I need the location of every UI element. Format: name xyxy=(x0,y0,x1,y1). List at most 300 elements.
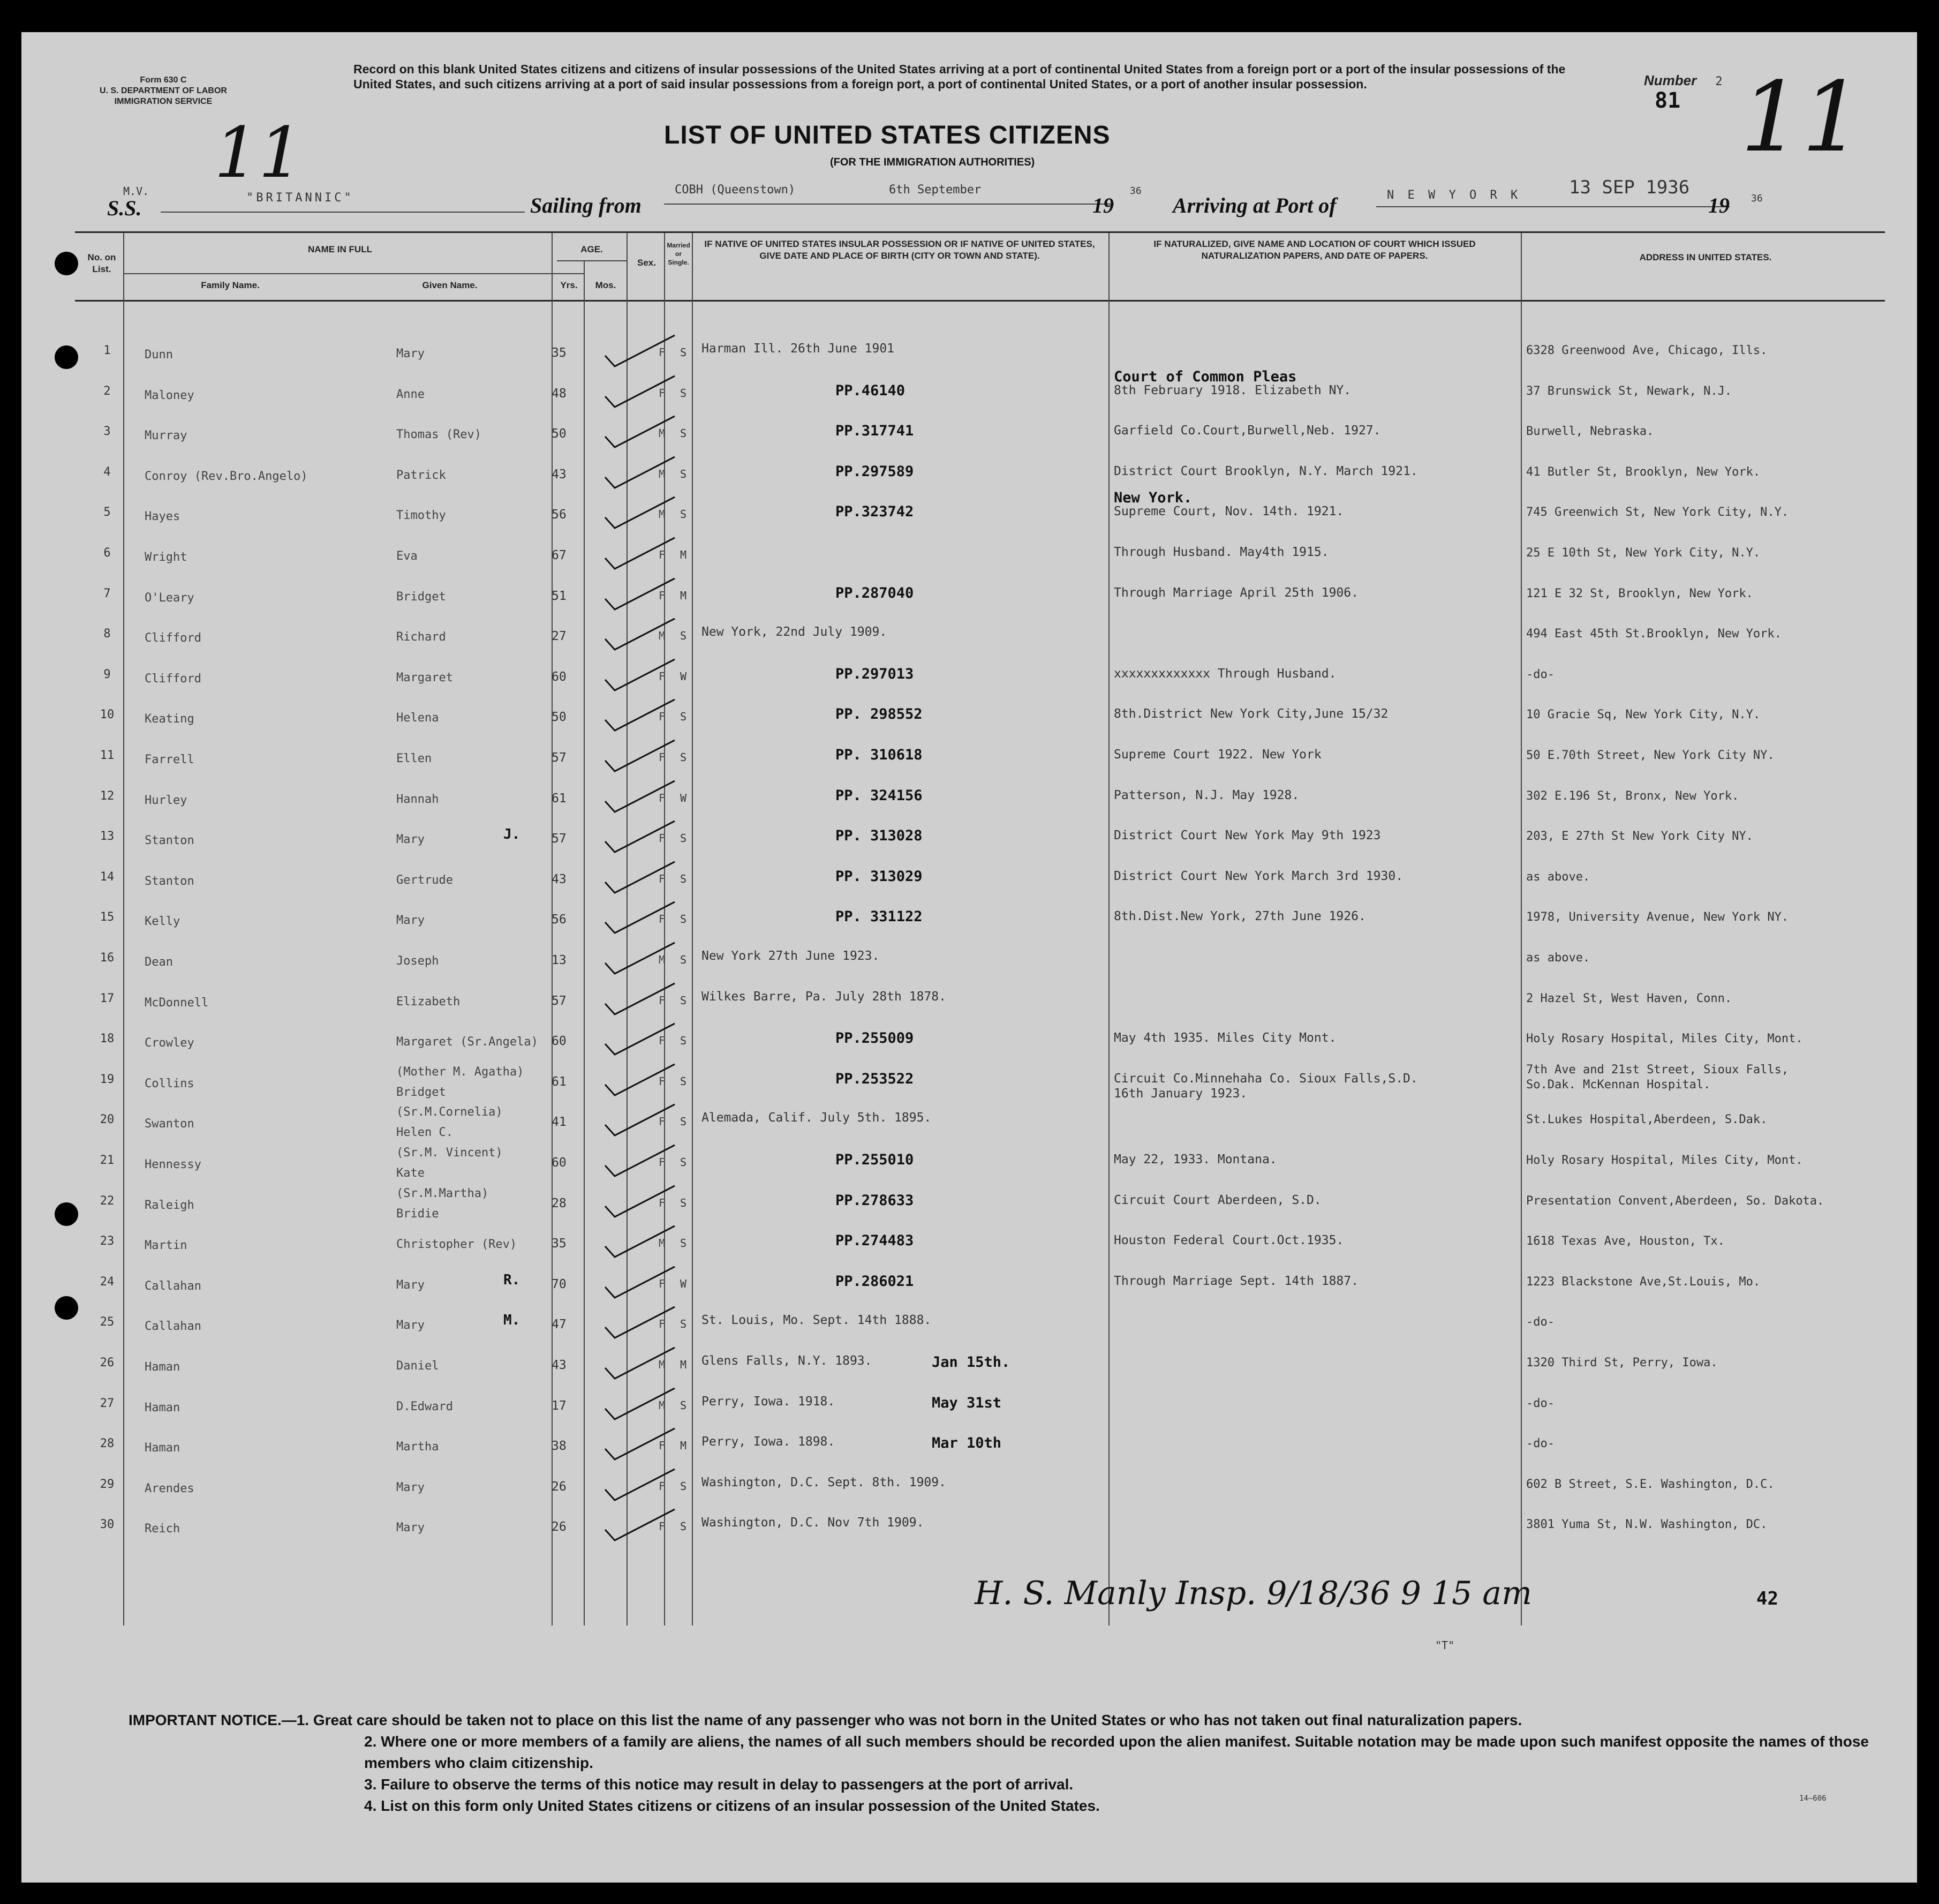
row-number: 21 xyxy=(100,1154,115,1167)
row-number: 2 xyxy=(103,384,111,398)
table-row xyxy=(21,575,1917,615)
us-address: 745 Greenwich St, New York City, N.Y. xyxy=(1526,506,1789,520)
sex: M xyxy=(659,1358,666,1371)
table-row xyxy=(21,1425,1917,1465)
given-name: Bridget xyxy=(396,1085,446,1099)
check-mark-icon xyxy=(600,537,680,572)
family-name: Keating xyxy=(145,712,194,726)
family-name: Clifford xyxy=(145,672,201,686)
marital-status: S xyxy=(680,994,687,1007)
row-number: 14 xyxy=(100,870,115,884)
us-address: 3801 Yuma St, N.W. Washington, DC. xyxy=(1526,1518,1768,1532)
check-mark-icon xyxy=(600,739,680,774)
check-mark-icon xyxy=(600,1468,680,1503)
form-service: IMMIGRATION SERVICE xyxy=(114,97,213,106)
marital-status: M xyxy=(680,589,687,602)
age-years: 48 xyxy=(552,386,567,401)
age-years: 70 xyxy=(552,1277,567,1291)
sex: F xyxy=(659,1196,666,1209)
marital-status: S xyxy=(680,1034,687,1048)
arrival-date-stamp: 13 SEP 1936 xyxy=(1569,177,1690,198)
check-mark-icon xyxy=(600,698,680,734)
check-mark-icon xyxy=(600,1508,680,1544)
marital-status: S xyxy=(680,386,687,400)
us-address: -do- xyxy=(1526,1396,1555,1410)
given-name: Elizabeth xyxy=(396,995,461,1009)
sex: F xyxy=(659,872,666,885)
age-years: 56 xyxy=(552,913,567,927)
inspector-signature: H. S. Manly Insp. 9/18/36 9 15 am xyxy=(975,1575,1532,1612)
check-mark-icon xyxy=(600,618,680,653)
row-number: 1 xyxy=(103,344,111,357)
important-notice xyxy=(129,1710,1874,1817)
ss-label: S.S. xyxy=(107,196,142,220)
table-row xyxy=(21,535,1917,574)
row-number: 4 xyxy=(103,465,111,479)
marital-status: S xyxy=(680,1156,687,1169)
marital-status: S xyxy=(680,1398,687,1412)
sex: M xyxy=(659,953,666,966)
check-mark-icon xyxy=(600,1225,680,1260)
us-address: 121 E 32 St, Brooklyn, New York. xyxy=(1526,586,1753,600)
table-row xyxy=(21,490,1917,533)
table-row xyxy=(21,696,1917,736)
col-header-birth: IF NATIVE OF UNITED STATES INSULAR POSSESSION OR IF NATIVE OF UNITED STATES, GIVE DATE AND PLACE OF BIRTH (CITY OR TOWN AND STATE). xyxy=(704,239,1095,261)
notice-item-4: 4. List on this form only United States citizens or citizens of an insular possession of the United States. xyxy=(364,1797,1100,1814)
passport-number: PP.278633 xyxy=(835,1192,914,1209)
check-mark-icon xyxy=(600,375,680,410)
family-name: Haman xyxy=(145,1401,180,1414)
sex: F xyxy=(659,1156,666,1169)
age-years: 60 xyxy=(552,1034,567,1049)
naturalization-date: 16th January 1923. xyxy=(1114,1086,1248,1101)
marital-status: S xyxy=(680,872,687,885)
given-name: Mary xyxy=(396,1521,425,1535)
family-name: Haman xyxy=(145,1441,180,1455)
sex: F xyxy=(659,913,666,926)
sailing-label: Sailing from xyxy=(530,193,642,217)
naturalization-details: Garfield Co.Court,Burwell,Neb. 1927. xyxy=(1114,424,1381,438)
row-number: 11 xyxy=(100,749,115,762)
marital-status: M xyxy=(680,1439,687,1453)
sex: M xyxy=(659,467,666,480)
given-name: D.Edward xyxy=(396,1399,453,1413)
punch-hole xyxy=(55,252,78,275)
given-name: Patrick xyxy=(396,468,446,482)
family-name: Murray xyxy=(145,429,187,443)
row-number: 22 xyxy=(100,1194,115,1208)
check-mark-icon xyxy=(600,1306,680,1341)
us-address: -do- xyxy=(1526,1315,1555,1329)
naturalization-details: Patterson, N.J. May 1928. xyxy=(1114,788,1300,802)
sex: F xyxy=(659,1277,666,1290)
marital-status: S xyxy=(680,467,687,480)
sex: F xyxy=(659,751,666,764)
passport-number: PP.317741 xyxy=(835,423,914,440)
check-mark-icon xyxy=(600,982,680,1018)
age-years: 41 xyxy=(552,1115,567,1130)
family-name: Stanton xyxy=(145,834,194,848)
passport-number: PP. 313029 xyxy=(835,868,923,885)
vessel-prefix: M.V. xyxy=(123,185,149,198)
sex: F xyxy=(659,791,666,804)
table-row xyxy=(21,778,1917,817)
age-years: 60 xyxy=(552,1156,567,1170)
marital-status: M xyxy=(680,1358,687,1371)
row-number: 17 xyxy=(100,991,115,1005)
check-mark-icon xyxy=(600,415,680,450)
age-years: 43 xyxy=(552,1358,567,1372)
given-name-religious: (Sr.M.Cornelia) xyxy=(396,1105,503,1119)
check-mark-icon xyxy=(600,334,680,370)
table-row xyxy=(21,1506,1917,1546)
check-mark-icon xyxy=(600,658,680,694)
us-address: Burwell, Nebraska. xyxy=(1526,425,1654,439)
age-years: 61 xyxy=(552,791,567,806)
naturalization-court-line: Court of Common Pleas xyxy=(1114,368,1297,385)
age-years: 57 xyxy=(552,994,567,1008)
family-name: Maloney xyxy=(145,388,194,402)
us-address: 494 East 45th St.Brooklyn, New York. xyxy=(1526,627,1782,641)
given-name: Richard xyxy=(396,630,446,644)
naturalization-details: Through Marriage April 25th 1906. xyxy=(1114,585,1359,600)
sailing-port: COBH (Queenstown) xyxy=(675,183,796,197)
us-address: 1223 Blackstone Ave,St.Louis, Mo. xyxy=(1526,1275,1761,1289)
row-number: 16 xyxy=(100,951,115,965)
birth-date-place: New York, 22nd July 1909. xyxy=(701,625,887,639)
given-name: Gertrude xyxy=(396,873,453,887)
sex: F xyxy=(659,1034,666,1048)
family-name: Callahan xyxy=(145,1320,201,1334)
row-number: 8 xyxy=(103,627,111,641)
marital-status: S xyxy=(680,1196,687,1209)
marital-status: S xyxy=(680,1479,687,1493)
sex: F xyxy=(659,589,666,602)
form-number: Form 630 C xyxy=(140,76,187,85)
table-row xyxy=(21,413,1917,453)
table-row xyxy=(21,332,1917,372)
form-department: U. S. DEPARTMENT OF LABOR xyxy=(100,86,227,95)
sex: M xyxy=(659,1398,666,1412)
arriving-year-prefix: 19 xyxy=(1708,193,1730,217)
check-mark-icon xyxy=(600,942,680,977)
us-address: 50 E.70th Street, New York City NY. xyxy=(1526,749,1775,762)
age-years: 26 xyxy=(552,1520,567,1534)
table-row xyxy=(21,859,1917,898)
page-title: LIST OF UNITED STATES CITIZENS xyxy=(664,121,1111,149)
table-row xyxy=(21,1263,1917,1303)
passport-number: PP.323742 xyxy=(835,503,914,521)
marital-status: S xyxy=(680,832,687,845)
sailing-year-prefix: 19 xyxy=(1092,193,1114,217)
marital-status: W xyxy=(680,791,687,804)
marital-status: S xyxy=(680,1237,687,1250)
us-address: 41 Butler St, Brooklyn, New York. xyxy=(1526,465,1761,479)
naturalization-details: Through Marriage Sept. 14th 1887. xyxy=(1114,1274,1359,1288)
family-name: Reich xyxy=(145,1522,180,1536)
given-name: Margaret xyxy=(396,671,453,684)
table-row xyxy=(21,1344,1917,1384)
family-name: Martin xyxy=(145,1239,187,1253)
sex: F xyxy=(659,1479,666,1493)
given-name: Joseph xyxy=(396,954,439,968)
instructions-text: Record on this blank United States citizens and citizens of insular possessions of the United States arriving at a port of continental United States from a foreign port or a port of the insular possessions of the United States, and such citizens arriving at a port of said insular possessions from a foreign port, a port of continental United States, or a port of another insular possession. xyxy=(353,62,1566,91)
check-mark-icon xyxy=(600,1266,680,1301)
sex: F xyxy=(659,1318,666,1331)
marital-status: S xyxy=(680,751,687,764)
family-name: Hurley xyxy=(145,793,187,807)
sex: F xyxy=(659,386,666,400)
family-name: Raleigh xyxy=(145,1198,194,1212)
passport-number: PP. 313028 xyxy=(835,827,923,845)
naturalization-details: Houston Federal Court.Oct.1935. xyxy=(1114,1233,1344,1248)
sex: F xyxy=(659,994,666,1007)
given-name-initial: R. xyxy=(503,1271,520,1288)
age-years: 43 xyxy=(552,872,567,886)
table-row xyxy=(21,656,1917,696)
birth-date-handwritten: May 31st xyxy=(932,1394,1002,1411)
passport-number: PP.274483 xyxy=(835,1232,914,1250)
table-row xyxy=(21,737,1917,777)
marital-status: S xyxy=(680,427,687,440)
us-address: 10 Gracie Sq, New York City, N.Y. xyxy=(1526,708,1761,722)
given-name: Mary xyxy=(396,347,425,360)
sex: F xyxy=(659,1439,666,1453)
us-address: -do- xyxy=(1526,667,1555,681)
family-name: Swanton xyxy=(145,1117,194,1131)
family-name: Callahan xyxy=(145,1279,201,1293)
table-row xyxy=(21,1304,1917,1343)
passport-number: PP.255010 xyxy=(835,1152,914,1168)
age-years: 47 xyxy=(552,1318,567,1332)
notice-label: IMPORTANT NOTICE. xyxy=(129,1712,282,1728)
check-mark-icon xyxy=(600,1427,680,1463)
number-block xyxy=(1644,72,1723,113)
sex: F xyxy=(659,548,666,561)
arriving-port: N E W Y O R K xyxy=(1387,189,1521,202)
us-address: 203, E 27th St New York City NY. xyxy=(1526,830,1753,844)
us-address: 25 E 10th St, New York City, N.Y. xyxy=(1526,546,1761,560)
check-mark-icon xyxy=(600,901,680,936)
birth-date-place: St. Louis, Mo. Sept. 14th 1888. xyxy=(701,1313,932,1328)
notice-item-1 xyxy=(129,1710,1874,1731)
age-years: 35 xyxy=(552,346,567,360)
sex: M xyxy=(659,629,666,643)
family-name: Dunn xyxy=(145,348,173,362)
us-address: 602 B Street, S.E. Washington, D.C. xyxy=(1526,1477,1775,1491)
us-address: 6328 Greenwood Ave, Chicago, Ills. xyxy=(1526,344,1768,357)
row-number: 30 xyxy=(100,1518,115,1532)
age-years: 57 xyxy=(552,751,567,765)
sex: F xyxy=(659,1520,666,1533)
check-mark-icon xyxy=(600,496,680,531)
table-row xyxy=(21,1223,1917,1262)
table-row xyxy=(21,1101,1917,1141)
us-address: St.Lukes Hospital,Aberdeen, S.Dak. xyxy=(1526,1113,1768,1127)
us-address: Holy Rosary Hospital, Miles City, Mont. xyxy=(1526,1154,1803,1167)
table-row xyxy=(21,980,1917,1020)
given-name: Daniel xyxy=(396,1359,439,1373)
check-mark-icon xyxy=(600,1022,680,1058)
given-name-initial: J. xyxy=(503,826,520,843)
us-address: 302 E.196 St, Bronx, New York. xyxy=(1526,789,1739,803)
row-number: 15 xyxy=(100,910,115,924)
table-row xyxy=(21,939,1917,979)
col-header-number: No. on List. xyxy=(87,252,116,274)
age-years: 60 xyxy=(552,669,567,684)
family-name: Clifford xyxy=(145,631,201,645)
row-number: 13 xyxy=(100,830,115,844)
row-number: 5 xyxy=(103,506,111,520)
given-name: Martha xyxy=(396,1440,439,1454)
number-value: 2 xyxy=(1715,75,1723,88)
age-years: 17 xyxy=(552,1398,567,1413)
naturalization-details: Supreme Court, Nov. 14th. 1921. xyxy=(1114,505,1344,519)
given-name: Anne xyxy=(396,387,425,401)
sex: F xyxy=(659,710,666,724)
marital-status: S xyxy=(680,1520,687,1533)
row-number: 19 xyxy=(100,1072,115,1086)
passport-number: PP. 331122 xyxy=(835,908,923,925)
table-row xyxy=(21,454,1917,493)
given-name: Ellen xyxy=(396,752,432,765)
table-row xyxy=(21,1183,1917,1222)
check-mark-icon xyxy=(600,820,680,855)
birth-date-handwritten: Jan 15th. xyxy=(932,1354,1010,1371)
birth-date-place: Harman Ill. 26th June 1901 xyxy=(701,342,895,356)
age-years: 28 xyxy=(552,1196,567,1210)
given-name: Bridget xyxy=(396,590,446,604)
col-header-age: AGE. xyxy=(580,244,603,254)
check-mark-icon xyxy=(600,1144,680,1179)
marital-status: W xyxy=(680,669,687,683)
us-address: 1320 Third St, Perry, Iowa. xyxy=(1526,1356,1718,1369)
birth-date-place: Alemada, Calif. July 5th. 1895. xyxy=(701,1111,932,1125)
marital-status: S xyxy=(680,629,687,643)
marital-status: S xyxy=(680,1074,687,1088)
ship-name: "BRITANNIC" xyxy=(246,191,354,205)
given-name: Timothy xyxy=(396,509,446,523)
table-row xyxy=(21,1020,1917,1060)
table-row xyxy=(21,1466,1917,1506)
check-mark-icon xyxy=(600,1063,680,1098)
check-mark-icon xyxy=(600,1387,680,1423)
notice-item-2: 2. Where one or more members of a family are aliens, the names of all such members should be recorded upon the alien manifest. Suitable notation may be made upon such manifest opposite the names of those members who claim citizenship. xyxy=(364,1733,1869,1771)
sailing-date: 6th September xyxy=(889,183,982,197)
marital-status: S xyxy=(680,346,687,359)
passport-number: PP.297013 xyxy=(835,665,914,682)
age-years: 27 xyxy=(552,629,567,644)
given-name: Christopher (Rev) xyxy=(396,1238,517,1252)
footer-mark: "T" xyxy=(1435,1639,1455,1652)
col-header-years: Yrs. xyxy=(560,280,578,290)
table-row xyxy=(21,1142,1917,1181)
family-name: Kelly xyxy=(145,915,180,929)
birth-date-place: Glens Falls, N.Y. 1893. xyxy=(701,1354,872,1368)
given-name: Hannah xyxy=(396,792,439,806)
sex: M xyxy=(659,1237,666,1250)
check-mark-icon xyxy=(600,456,680,491)
birth-date-place: Washington, D.C. Nov 7th 1909. xyxy=(701,1516,924,1530)
us-address: 1618 Texas Ave, Houston, Tx. xyxy=(1526,1235,1725,1248)
family-name: Hennessy xyxy=(145,1158,201,1171)
given-name: Helen C. xyxy=(396,1126,453,1140)
naturalization-details: District Court Brooklyn, N.Y. March 1921. xyxy=(1114,464,1418,478)
naturalization-details: District Court New York March 3rd 1930. xyxy=(1114,869,1404,883)
table-row xyxy=(21,818,1917,857)
sex: M xyxy=(659,427,666,440)
age-years: 13 xyxy=(552,953,567,967)
given-name: Kate xyxy=(396,1167,425,1180)
naturalization-details: Circuit Court Aberdeen, S.D. xyxy=(1114,1193,1322,1207)
naturalization-court-line: New York. xyxy=(1114,490,1193,507)
family-name: Haman xyxy=(145,1360,180,1374)
passport-number: PP. 310618 xyxy=(835,747,923,763)
birth-date-place: New York 27th June 1923. xyxy=(701,949,880,963)
number-handwritten: 81 xyxy=(1655,88,1681,113)
row-number: 25 xyxy=(100,1315,115,1329)
naturalization-details: District Court New York May 9th 1923 xyxy=(1114,829,1381,843)
given-name-religious: (Sr.M. Vincent) xyxy=(396,1146,503,1160)
marital-status: S xyxy=(680,1115,687,1128)
naturalization-details: Supreme Court 1922. New York xyxy=(1114,748,1322,762)
row-number: 6 xyxy=(103,546,111,560)
col-header-address: ADDRESS IN UNITED STATES. xyxy=(1639,252,1772,262)
row-number: 28 xyxy=(100,1437,115,1451)
birth-date-handwritten: Mar 10th xyxy=(932,1435,1002,1452)
notice-item-3: 3. Failure to observe the terms of this notice may result in delay to passengers at the port of arrival. xyxy=(364,1776,1074,1793)
marital-status: S xyxy=(680,508,687,521)
family-name: Collins xyxy=(145,1077,194,1090)
age-years: 51 xyxy=(552,589,567,603)
row-number: 9 xyxy=(103,667,111,681)
given-name: Mary xyxy=(396,1278,425,1292)
birth-date-place: Perry, Iowa. 1918. xyxy=(701,1394,835,1409)
row-number: 18 xyxy=(100,1032,115,1046)
us-address: -do- xyxy=(1526,1437,1555,1451)
table-row xyxy=(21,368,1917,412)
sex: F xyxy=(659,832,666,845)
page-count: 42 xyxy=(1756,1588,1778,1609)
page-subtitle: (FOR THE IMMIGRATION AUTHORITIES) xyxy=(830,156,1035,168)
us-address: 1978, University Avenue, New York NY. xyxy=(1526,910,1789,924)
col-header-family-name: Family Name. xyxy=(201,280,260,290)
marital-status: M xyxy=(680,548,687,561)
sex: M xyxy=(659,508,666,521)
family-name: Arendes xyxy=(145,1481,194,1495)
notice-text-1: —1. Great care should be taken not to place on this list the name of any passenger who was not born in the United States or who has not taken out final naturalization papers. xyxy=(281,1712,1522,1728)
naturalization-details: Circuit Co.Minnehaha Co. Sioux Falls,S.D. xyxy=(1114,1071,1418,1086)
family-name: Conroy (Rev.Bro.Angelo) xyxy=(145,469,308,483)
col-header-months: Mos. xyxy=(595,280,616,290)
passport-number: PP.297589 xyxy=(835,463,914,480)
check-mark-icon xyxy=(600,1185,680,1220)
naturalization-details: May 22, 1933. Montana. xyxy=(1114,1153,1277,1167)
marital-status: S xyxy=(680,913,687,926)
naturalization-details: Through Husband. May4th 1915. xyxy=(1114,545,1329,559)
given-name: Thomas (Rev) xyxy=(396,428,481,442)
us-address: 2 Hazel St, West Haven, Conn. xyxy=(1526,991,1732,1005)
birth-date-place: Perry, Iowa. 1898. xyxy=(701,1435,835,1449)
age-years: 50 xyxy=(552,710,567,725)
check-mark-icon xyxy=(600,1346,680,1382)
row-number: 10 xyxy=(100,708,115,722)
check-mark-icon xyxy=(600,1103,680,1139)
given-name: Mary xyxy=(396,1319,425,1333)
given-name: Helena xyxy=(396,711,439,725)
table-row xyxy=(21,615,1917,655)
sex: F xyxy=(659,1074,666,1088)
